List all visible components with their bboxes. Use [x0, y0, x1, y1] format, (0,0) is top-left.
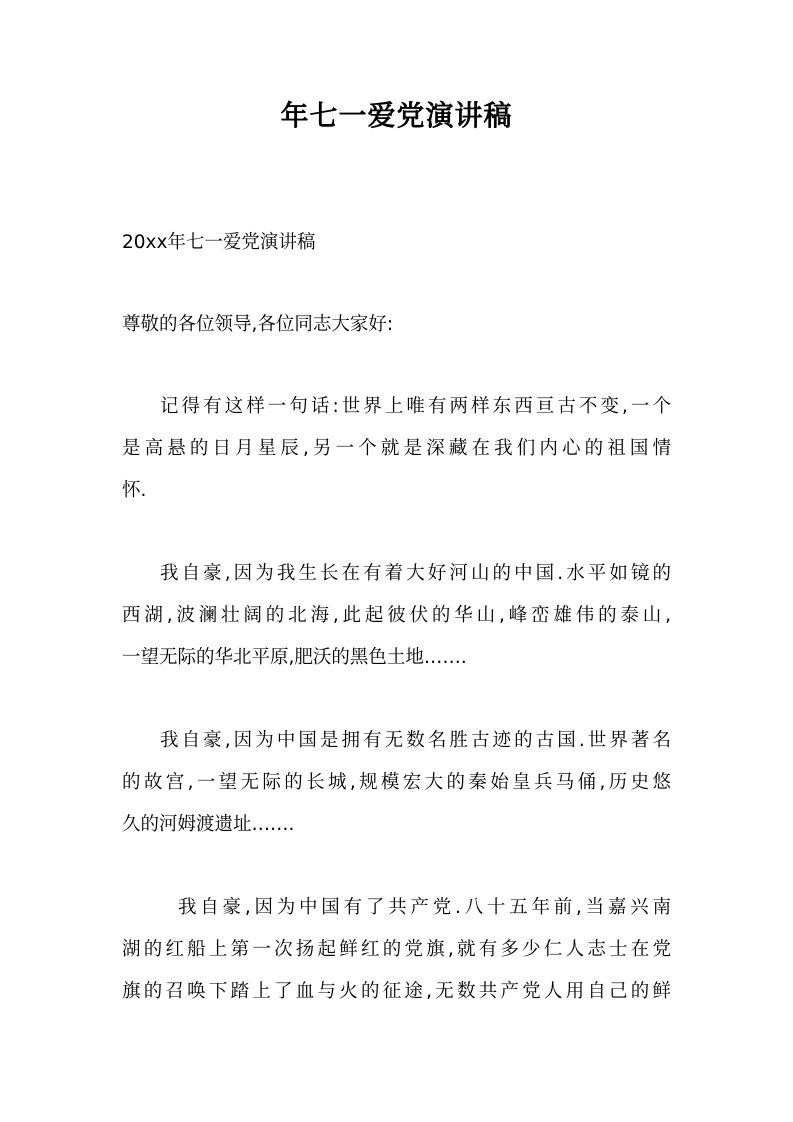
paragraph-1-line-1: 记得有这样一句话:世界上唯有两样东西亘古不变,一个 [160, 396, 671, 417]
paragraph-3-line-2: 的故宫,一望无际的长城,规模宏大的秦始皇兵马俑,历史悠 [122, 772, 671, 793]
greeting-line: 尊敬的各位领导,各位同志大家好: [122, 314, 394, 335]
paragraph-3-line-3: 久的河姆渡遗址……. [122, 814, 295, 835]
paragraph-3-line-1: 我自豪,因为中国是拥有无数名胜古迹的古国.世界著名 [160, 730, 671, 751]
paragraph-2-line-1: 我自豪,因为我生长在有着大好河山的中国.水平如镜的 [160, 563, 671, 584]
paragraph-2-line-2: 西湖,波澜壮阔的北海,此起彼伏的华山,峰峦雄伟的泰山, [122, 605, 671, 626]
paragraph-1-line-3: 怀. [122, 480, 147, 501]
paragraph-4-line-2: 湖的红船上第一次扬起鲜红的党旗,就有多少仁人志士在党 [122, 939, 671, 960]
paragraph-1-line-2: 是高悬的日月星辰,另一个就是深藏在我们内心的祖国情 [122, 438, 671, 459]
paragraph-4-line-1: 我自豪,因为中国有了共产党.八十五年前,当嘉兴南 [178, 897, 671, 918]
document-title: 年七一爱党演讲稿 [280, 99, 513, 132]
paragraph-4-line-3: 旗的召唤下踏上了血与火的征途,无数共产党人用自己的鲜 [122, 981, 671, 1002]
paragraph-2-line-3: 一望无际的华北平原,肥沃的黑色土地……. [122, 647, 467, 668]
document-subtitle: 20xx年七一爱党演讲稿 [122, 232, 316, 253]
